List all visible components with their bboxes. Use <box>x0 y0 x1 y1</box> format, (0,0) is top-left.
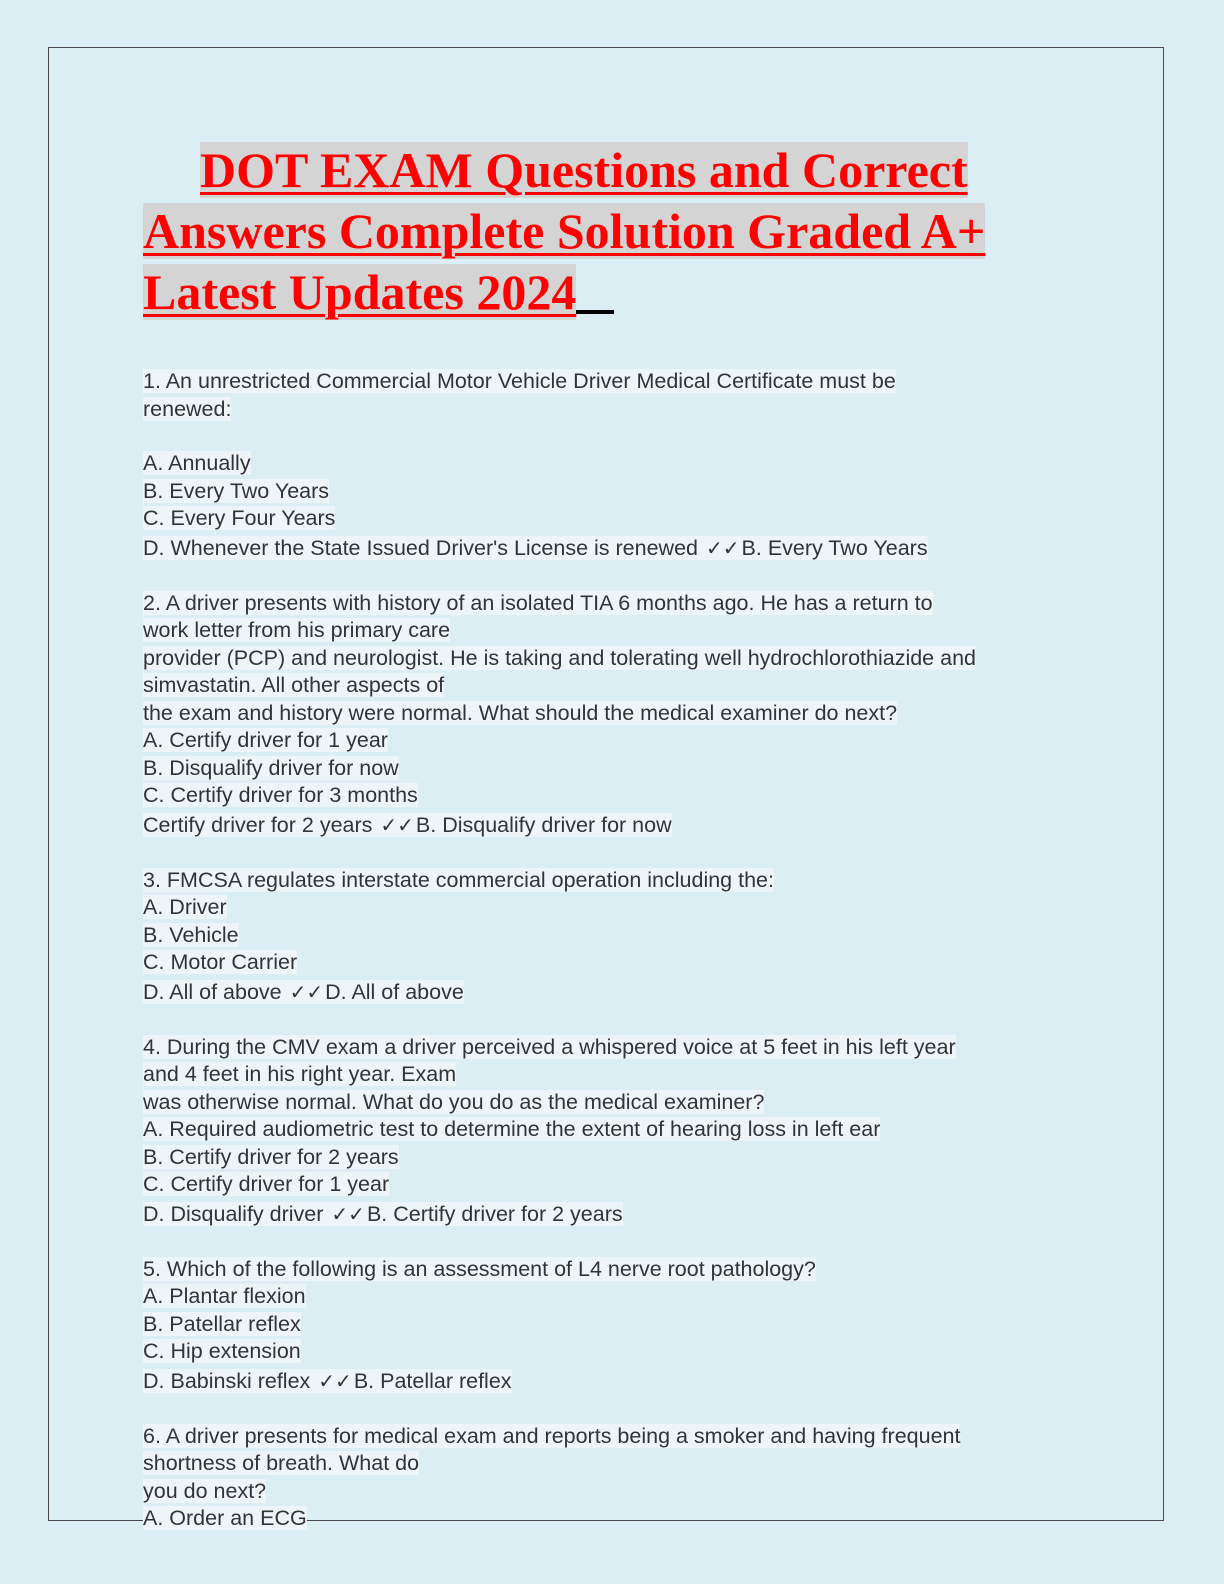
question-stem-line <box>143 1478 1083 1506</box>
question-stem-line-text: renewed: <box>143 396 232 421</box>
question-stem-line-text: and 4 feet in his right year. Exam <box>143 1062 457 1086</box>
question-stem-line-text: 1. An unrestricted Commercial Motor Vehicle Driver Medical Certificate must be <box>143 369 896 393</box>
document-title <box>143 140 1083 323</box>
question-4 <box>143 1034 1083 1229</box>
double-check-icon: ✓✓ <box>331 1201 365 1226</box>
correct-answer: B. Patellar reflex <box>353 1368 512 1393</box>
correct-answer: D. All of above <box>325 979 464 1004</box>
question-stem-line <box>143 1034 1083 1062</box>
answer-option-text: A. Certify driver for 1 year <box>143 728 388 752</box>
question-stem-line-text: shortness of breath. What do <box>143 1451 420 1475</box>
question-stem-line <box>143 1423 1083 1451</box>
question-stem-line <box>143 867 1083 895</box>
answer-option-text: A. Driver <box>143 895 227 919</box>
question-stem-line-text: the exam and history were normal. What should the medical examiner do next? <box>143 700 898 725</box>
answer-option-with-key <box>143 1366 1083 1396</box>
answer-option-with-key <box>143 810 1083 840</box>
answer-option <box>143 478 1083 506</box>
correct-answer: B. Certify driver for 2 years <box>366 1201 623 1226</box>
title-line-1: DOT EXAM Questions and Correct <box>200 142 968 198</box>
answer-option <box>143 1311 1083 1339</box>
question-list <box>143 368 1083 1533</box>
double-check-icon: ✓✓ <box>318 1368 352 1393</box>
answer-option-text: B. Certify driver for 2 years <box>143 1144 399 1169</box>
answer-highlight <box>143 1369 512 1393</box>
answer-option <box>143 1171 1083 1199</box>
answer-option-text: B. Disqualify driver for now <box>143 755 399 780</box>
answer-option <box>143 1505 1083 1533</box>
title-line-2: Answers Complete Solution Graded A+ <box>143 203 986 259</box>
spacer <box>143 423 1083 450</box>
answer-option <box>143 1283 1083 1311</box>
question-stem-line-text: provider (PCP) and neurologist. He is taking and tolerating well hydrochlorothiazide and <box>143 645 976 670</box>
answer-option <box>143 894 1083 922</box>
answer-option <box>143 450 1083 478</box>
answer-option-with-key <box>143 977 1083 1007</box>
question-5 <box>143 1256 1083 1396</box>
question-2 <box>143 590 1083 840</box>
question-stem-line <box>143 672 1083 700</box>
answer-highlight <box>143 980 464 1004</box>
question-stem-line <box>143 368 1083 396</box>
answer-option-with-key <box>143 1199 1083 1229</box>
answer-option-text: C. Certify driver for 3 months <box>143 783 418 807</box>
question-6 <box>143 1423 1083 1533</box>
double-check-icon: ✓✓ <box>380 812 414 837</box>
answer-option-text: A. Order an ECG <box>143 1506 307 1530</box>
question-stem-line-text: 5. Which of the following is an assessment of L4 nerve root pathology? <box>143 1256 816 1281</box>
answer-option <box>143 1116 1083 1144</box>
question-stem-line-text: work letter from his primary care <box>143 618 451 642</box>
question-stem-line <box>143 617 1083 645</box>
question-stem-line <box>143 700 1083 728</box>
question-stem-line-text: 6. A driver presents for medical exam and reports being a smoker and having frequent <box>143 1423 961 1448</box>
title-underline-tail <box>576 310 614 314</box>
answer-highlight <box>143 813 672 837</box>
question-3 <box>143 867 1083 1007</box>
correct-answer: B. Disqualify driver for now <box>415 812 672 837</box>
answer-option-text: B. Vehicle <box>143 922 239 947</box>
answer-option-with-key <box>143 533 1083 563</box>
answer-option-text: A. Annually <box>143 451 251 475</box>
question-stem-line <box>143 1089 1083 1117</box>
answer-option: Certify driver for 2 years <box>143 812 373 837</box>
double-check-icon: ✓✓ <box>289 979 324 1004</box>
question-stem-line-text: simvastatin. All other aspects of <box>143 673 445 697</box>
answer-option-text: A. Plantar flexion <box>143 1284 306 1308</box>
question-stem-line-text: 3. FMCSA regulates interstate commercial operation including the: <box>143 867 774 892</box>
answer-option <box>143 949 1083 977</box>
question-stem-line <box>143 1256 1083 1284</box>
answer-option <box>143 727 1083 755</box>
answer-option-text: A. Required audiometric test to determine the extent of hearing loss in left ear <box>143 1117 881 1141</box>
question-1 <box>143 368 1083 563</box>
double-check-icon: ✓✓ <box>706 535 740 560</box>
question-stem-line <box>143 645 1083 673</box>
answer-option: D. All of above <box>143 979 282 1004</box>
question-stem-line <box>143 590 1083 618</box>
document-body <box>143 140 1083 1560</box>
answer-option-text: C. Hip extension <box>143 1339 301 1363</box>
question-stem-line <box>143 1061 1083 1089</box>
answer-option <box>143 1338 1083 1366</box>
answer-highlight <box>143 536 928 560</box>
answer-option: D. Whenever the State Issued Driver's License is renewed <box>143 535 699 560</box>
question-stem-line <box>143 1450 1083 1478</box>
answer-option-text: C. Certify driver for 1 year <box>143 1172 390 1196</box>
correct-answer: B. Every Two Years <box>741 535 928 560</box>
answer-highlight <box>143 1202 623 1226</box>
answer-option-text: B. Every Two Years <box>143 478 330 503</box>
answer-option-text: C. Motor Carrier <box>143 950 298 974</box>
question-stem-line-text: 4. During the CMV exam a driver perceived a whispered voice at 5 feet in his left year <box>143 1034 956 1059</box>
answer-option <box>143 505 1083 533</box>
question-stem-line-text: was otherwise normal. What do you do as the medical examiner? <box>143 1089 765 1114</box>
answer-option-text: C. Every Four Years <box>143 506 336 530</box>
question-stem-line-text: you do next? <box>143 1478 267 1503</box>
answer-option: D. Disqualify driver <box>143 1201 324 1226</box>
question-stem-line-text: 2. A driver presents with history of an isolated TIA 6 months ago. He has a return to <box>143 590 933 615</box>
title-line-3: Latest Updates 2024 <box>143 264 577 320</box>
question-stem-line <box>143 396 1083 424</box>
answer-option-text: B. Patellar reflex <box>143 1311 301 1336</box>
answer-option <box>143 1144 1083 1172</box>
answer-option: D. Babinski reflex <box>143 1368 311 1393</box>
answer-option <box>143 922 1083 950</box>
answer-option <box>143 782 1083 810</box>
answer-option <box>143 755 1083 783</box>
